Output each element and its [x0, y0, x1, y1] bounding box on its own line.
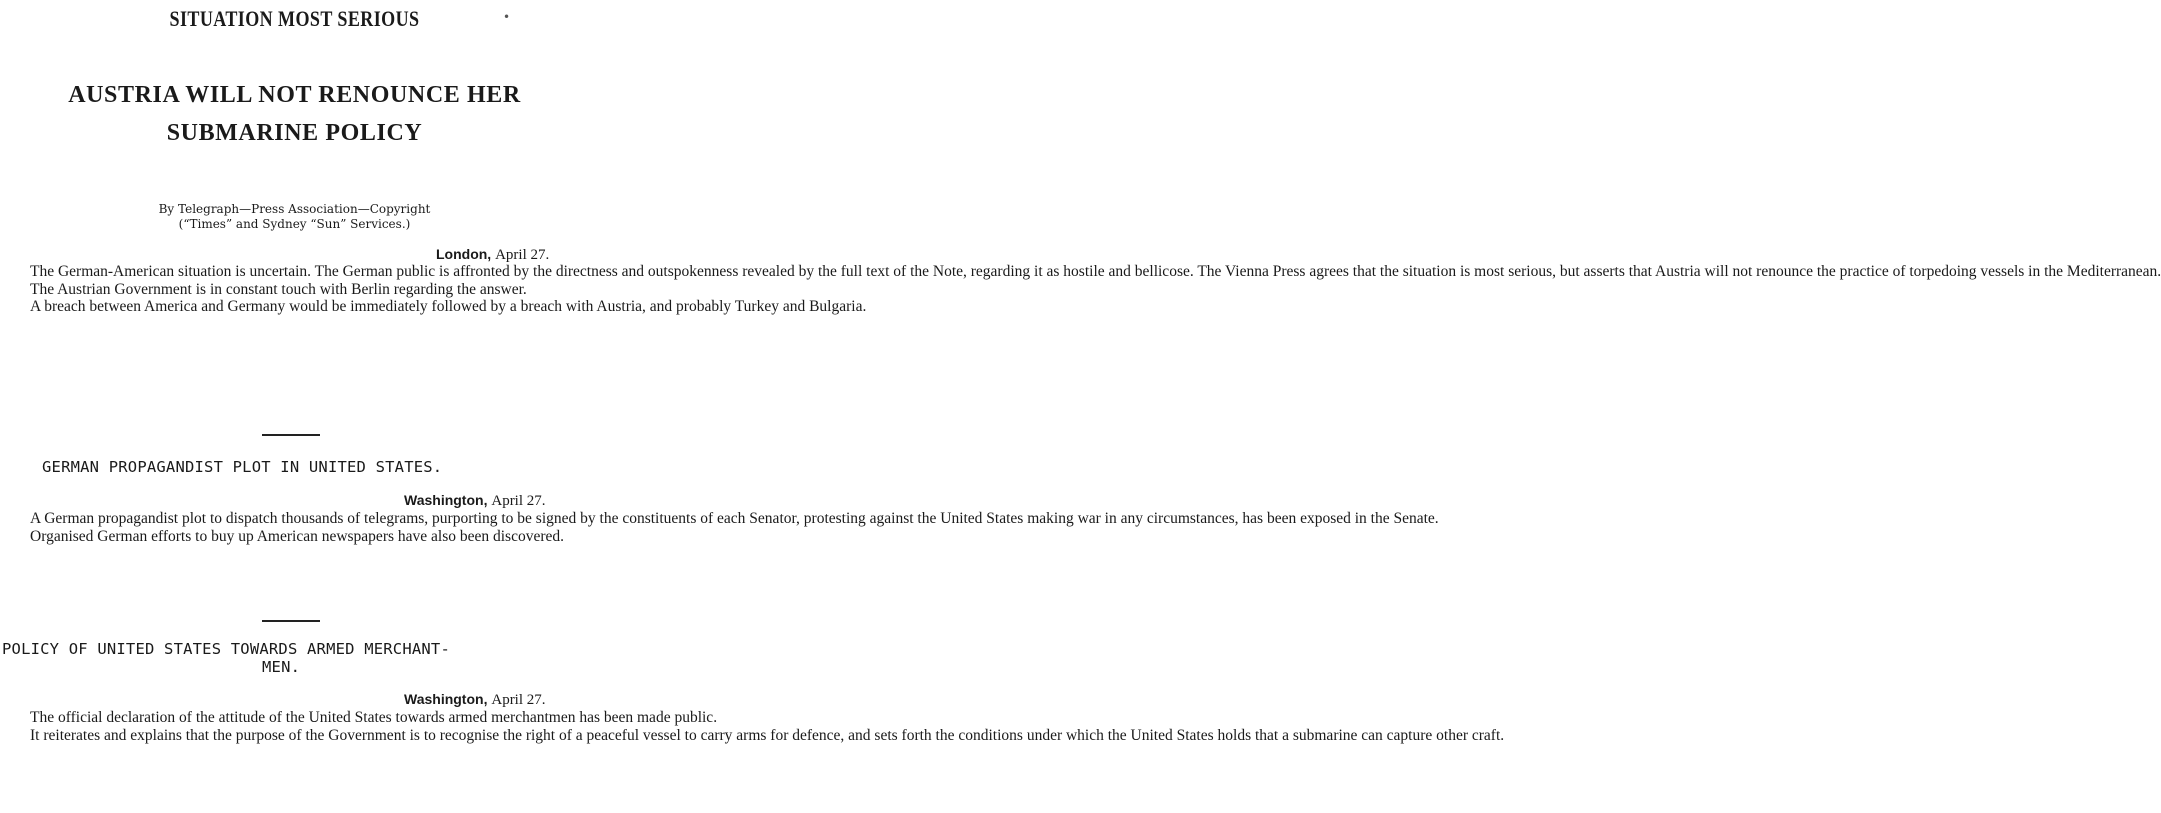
dateline-place: London,	[436, 246, 492, 262]
byline	[0, 202, 589, 232]
dateline-date: April 27.	[491, 493, 546, 509]
dateline-washington-1	[404, 492, 546, 510]
byline-line-1: By Telegraph—Press Association—Copyright	[158, 202, 431, 216]
headline: SITUATION MOST SERIOUS	[169, 6, 420, 31]
section-heading-propagandist-plot: GERMAN PROPAGANDIST PLOT IN UNITED STATES.	[42, 458, 443, 476]
dateline-washington-2	[404, 691, 546, 709]
paragraph: The official declaration of the attitude of the United States towards armed merchantmen has been made public.	[30, 709, 718, 726]
section-heading-armed-merchantmen-line-2: MEN.	[262, 658, 301, 676]
dateline-date: April 27.	[491, 692, 546, 708]
paragraph: Organised German efforts to buy up American newspapers have also been discovered.	[30, 527, 565, 545]
byline-line-2: (“Times” and Sydney “Sun” Services.)	[178, 217, 411, 231]
dateline-place: Washington,	[404, 691, 488, 707]
paragraph: A breach between America and Germany would be immediately followed by a breach with Austria, and probably Turkey and Bulgaria.	[30, 298, 867, 315]
dateline-date: April 27.	[495, 247, 550, 263]
dateline-place: Washington,	[404, 492, 488, 508]
article-section-propagandist-plot	[0, 510, 1439, 545]
section-divider	[262, 620, 320, 622]
subheadline-line-2: SUBMARINE POLICY	[166, 120, 423, 146]
article-section-london	[0, 263, 2161, 316]
subheadline-line-1: AUSTRIA WILL NOT RENOUNCE HER	[68, 82, 521, 108]
paragraph: A German propagandist plot to dispatch thousands of telegrams, purporting to be signed by the constituents of each Senator, protesting against the United States making war in any circumstances, has been exposed in the Senate.	[30, 510, 1439, 527]
section-divider	[262, 434, 320, 436]
dateline-london	[436, 246, 549, 264]
section-heading-armed-merchantmen-line-1: POLICY OF UNITED STATES TOWARDS ARMED MERCHANT-	[2, 640, 450, 658]
paragraph: The German-American situation is uncertain. The German public is affronted by the directness and outspokenness revealed by the full text of the Note, regarding it as hostile and bellicose. The Vienna Press agrees that the situation is most serious, but asserts that Austria will not renounce the practice of torpedoing vessels in the Mediterranean.	[30, 263, 2161, 280]
paragraph: It reiterates and explains that the purpose of the Government is to recognise the right of a peaceful vessel to carry arms for defence, and sets forth the conditions under which the United States holds that a submarine can capture other craft.	[30, 726, 1505, 744]
article-section-armed-merchantmen	[0, 709, 1505, 744]
print-speck: •	[503, 10, 511, 24]
paragraph: The Austrian Government is in constant touch with Berlin regarding the answer.	[30, 280, 527, 298]
